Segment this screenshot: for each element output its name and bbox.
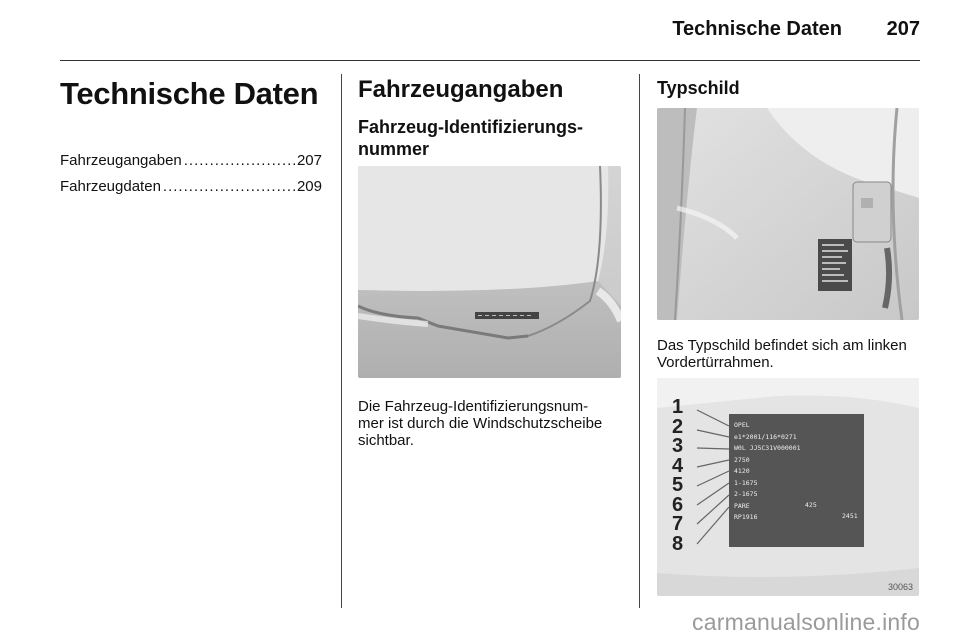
plate-line: e1*2001/116*0271: [734, 432, 797, 441]
callout-number: 5: [672, 474, 684, 496]
vin-caption-line: Die Fahrzeug-Identifizierungsnum-: [358, 398, 589, 415]
plate-line: 2750: [734, 455, 750, 464]
toc-entry-page: 207: [296, 152, 322, 169]
image-reference-number: 30063: [887, 582, 913, 592]
watermark: carmanualsonline.info: [692, 609, 920, 635]
plate-line: RP1916: [734, 513, 758, 521]
header-divider: [60, 60, 920, 61]
subsection-title: [358, 116, 628, 160]
plate-line: 2-1675: [734, 490, 758, 498]
toc-entry[interactable]: [60, 178, 322, 195]
subsection-title-line: Fahrzeug-Identifizierungs-: [358, 117, 583, 137]
plate-right-value: 425: [805, 501, 817, 509]
toc-entry[interactable]: [60, 152, 322, 169]
toc-entry-label: Fahrzeugdaten: [60, 178, 161, 195]
plate-line: 4120: [734, 467, 750, 475]
callout-number: 3: [672, 435, 684, 457]
type-plate-text: [734, 420, 801, 524]
toc-entry-label: Fahrzeugangaben: [60, 152, 182, 169]
callout-number: 6: [672, 493, 684, 516]
subsection-title-line: nummer: [358, 139, 430, 159]
vin-caption-line: mer ist durch die Windschutzscheibe: [358, 415, 603, 432]
plate-line: W0L JJ5C31V000001: [734, 444, 801, 452]
callout-number: 1: [672, 396, 684, 418]
toc-leader-dots: [184, 152, 295, 169]
plate-callout-numbers: [672, 398, 683, 554]
toc-leader-dots: [163, 178, 295, 195]
column-divider-left: [341, 74, 342, 608]
chapter-title: Technische Daten: [60, 76, 319, 111]
typschild-title: Typschild: [657, 78, 740, 98]
typschild-caption-line: Das Typschild befindet sich am linken: [657, 337, 907, 354]
running-header-title: Technische Daten: [672, 18, 842, 40]
column-divider-right: [639, 74, 640, 608]
windshield-vin-photo: [358, 166, 621, 378]
door-frame-photo: [657, 108, 919, 320]
plate-line: 1-1675: [734, 478, 758, 487]
toc-entry-page: 209: [296, 178, 322, 195]
typschild-caption: [657, 337, 937, 371]
vin-caption: [358, 398, 630, 449]
typschild-caption-line: Vordertürrahmen.: [657, 354, 774, 371]
section-title: Fahrzeugangaben: [358, 76, 564, 103]
type-plate-photo: [657, 378, 919, 596]
plate-right-value: 2451: [842, 512, 858, 520]
vin-caption-line: sichtbar.: [358, 432, 414, 449]
callout-number: 7: [672, 513, 684, 535]
plate-line: OPEL: [734, 421, 750, 429]
plate-line: PARE: [734, 501, 750, 510]
callout-number: 4: [672, 454, 684, 477]
callout-number: 2: [672, 415, 684, 438]
callout-number: 8: [672, 532, 684, 555]
page-number: 207: [886, 18, 920, 40]
